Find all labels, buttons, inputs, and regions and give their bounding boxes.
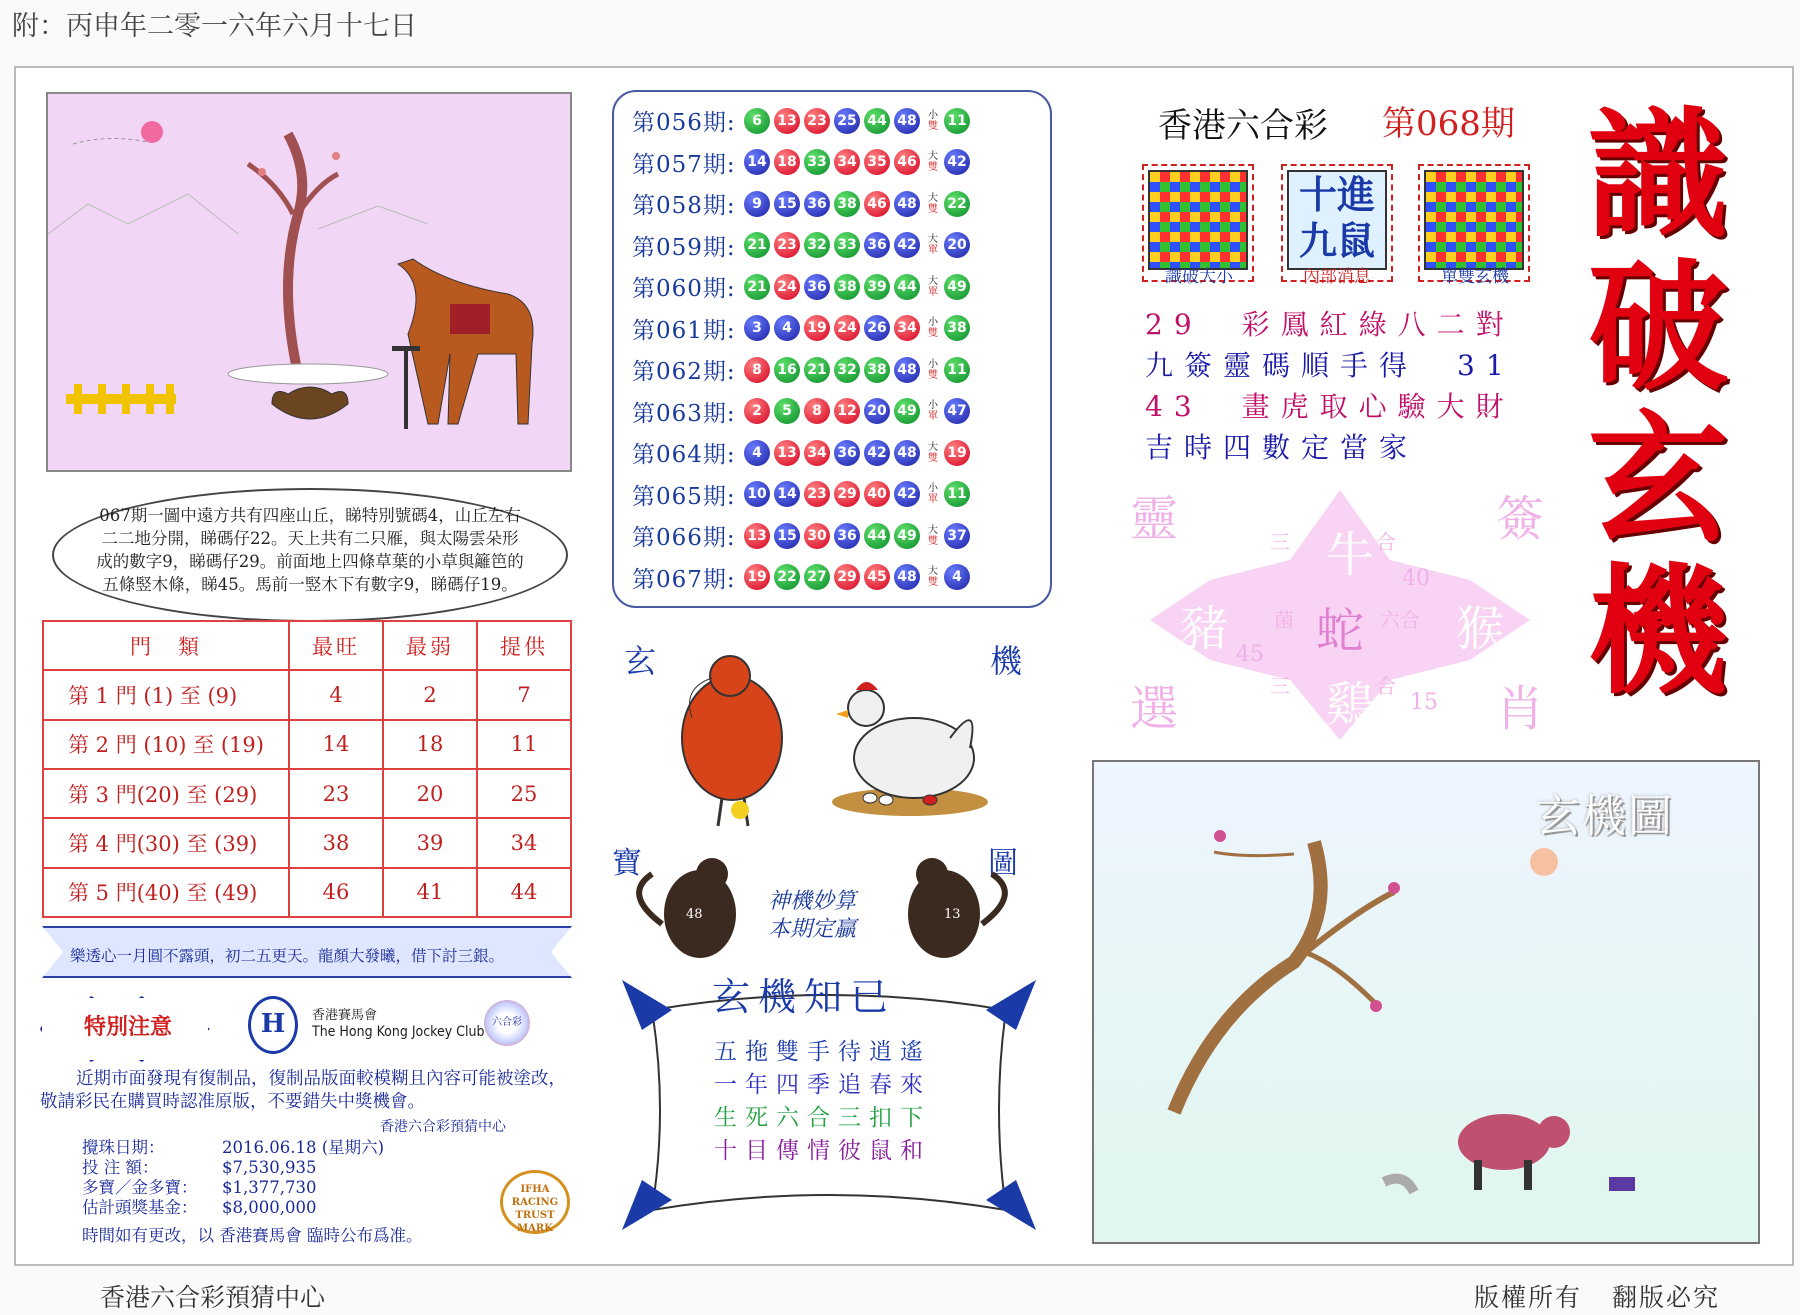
min-value: 41 <box>383 868 477 917</box>
size-parity-tag <box>924 276 942 298</box>
number-ball: 48 <box>894 191 920 217</box>
poem-line: 一年四季追春來 <box>714 1072 931 1098</box>
number-ball: 24 <box>834 315 860 341</box>
history-row <box>632 266 1050 308</box>
footer-right <box>1444 1278 1720 1314</box>
hkjc-logo-icon: H <box>248 996 298 1054</box>
door-range: 第 3 門(20) 至 (29) <box>43 769 289 818</box>
number-ball: 36 <box>804 191 830 217</box>
footer-text: 版權所有 <box>1473 1283 1582 1312</box>
diamond-note: 40 <box>1402 566 1430 591</box>
special-ball: 20 <box>944 232 970 258</box>
hkjc-name-en: The Hong Kong Jockey Club <box>312 1024 485 1040</box>
poem-line: 五拖雙手待逍遙 <box>714 1039 931 1065</box>
number-ball: 49 <box>894 398 920 424</box>
special-ball: 11 <box>944 357 970 383</box>
number-ball: 34 <box>834 149 860 175</box>
corner-char: 肖 <box>1496 681 1545 737</box>
number-ball: 8 <box>744 357 770 383</box>
history-row <box>632 432 1050 474</box>
parity-tag: 單 <box>928 494 938 506</box>
poem-line: 29 彩鳳紅綠八二對 <box>1145 308 1515 341</box>
poem-line: 生死六合三扣下 <box>714 1105 931 1131</box>
zodiac-center: 蛇 <box>1316 603 1365 659</box>
notice-footnote: 時間如有更改，以 香港賽馬會 臨時公布爲准。 <box>82 1226 423 1245</box>
number-ball: 29 <box>834 564 860 590</box>
parity-tag: 雙 <box>928 452 938 464</box>
max-value: 46 <box>289 868 383 917</box>
poem-line: 43 畫虎取心驗大財 <box>1145 390 1515 423</box>
inside-news-box <box>1287 170 1387 270</box>
number-ball: 8 <box>804 398 830 424</box>
size-tag: 大 <box>928 524 938 536</box>
zodiac-left: 豬 <box>1180 601 1229 657</box>
number-ball: 15 <box>774 523 800 549</box>
special-ball: 37 <box>944 523 970 549</box>
door-table <box>42 620 572 918</box>
history-issue-label: 第061期: <box>632 317 736 344</box>
parity-tag: 單 <box>928 286 938 298</box>
riddle-explanation: 067期一圖中遠方共有四座山丘，睇特別號碼4，山丘左右二二地分開，睇碼仔22。天上共有二只雁，與太陽雲朵形成的數字9，睇碼仔29。前面地上四條草葉的小草與籬笆的五條竪木條，睇45。馬前一竪木下有數字9，睇碼仔19。 <box>52 488 568 622</box>
history-issue-label: 第057期: <box>632 151 736 178</box>
number-ball: 44 <box>894 274 920 300</box>
caption-line: 本期定贏 <box>768 917 857 942</box>
history-row <box>632 308 1050 350</box>
poem-line: 吉時四數定當家 <box>1145 431 1419 464</box>
diamond-note: 三 <box>1270 674 1290 698</box>
number-ball: 24 <box>774 274 800 300</box>
col-give: 提供 <box>477 621 571 670</box>
mosaic-label: 單雙玄機 <box>1441 267 1509 287</box>
parity-tag: 雙 <box>928 535 938 547</box>
number-ball: 48 <box>894 440 920 466</box>
big-title: 識破玄機 <box>1588 94 1729 714</box>
banner-text: 樂透心一月圓不露頭，初二五更天。龍顏大發曦，借下討三銀。 <box>70 947 505 965</box>
table-row <box>43 670 571 719</box>
number-ball: 13 <box>744 523 770 549</box>
diamond-note: 合 <box>1376 530 1396 554</box>
history-issue-label: 第066期: <box>632 525 736 552</box>
diamond-note: 15 <box>1410 690 1438 715</box>
max-value: 14 <box>289 720 383 769</box>
notice-title: 特別注意 <box>84 1014 173 1040</box>
special-ball: 49 <box>944 274 970 300</box>
zodiac-bottom: 鷄 <box>1326 677 1375 733</box>
number-ball: 34 <box>804 440 830 466</box>
number-ball: 48 <box>894 108 920 134</box>
number-ball: 48 <box>894 357 920 383</box>
size-parity-tag <box>924 110 942 132</box>
corner-char: 簽 <box>1496 491 1545 547</box>
min-value: 18 <box>383 720 477 769</box>
number-ball: 29 <box>834 481 860 507</box>
max-value: 4 <box>289 670 383 719</box>
number-ball: 42 <box>894 481 920 507</box>
max-value: 38 <box>289 818 383 867</box>
history-row <box>632 474 1050 516</box>
poem-line: 十目傳情彼鼠和 <box>714 1138 931 1164</box>
number-ball: 35 <box>864 149 890 175</box>
hen-illustration <box>830 668 990 818</box>
size-tag: 大 <box>928 275 938 287</box>
number-ball: 40 <box>864 481 890 507</box>
number-ball: 20 <box>864 398 890 424</box>
number-ball: 36 <box>834 523 860 549</box>
min-value: 39 <box>383 818 477 867</box>
special-ball: 4 <box>944 564 970 590</box>
number-ball: 38 <box>864 357 890 383</box>
history-row <box>632 557 1050 599</box>
draw-value: 2016.06.18 (星期六) <box>222 1138 385 1157</box>
col-max: 最旺 <box>289 621 383 670</box>
diamond-note: 六合 <box>1380 608 1420 632</box>
min-value: 20 <box>383 769 477 818</box>
give-value: 7 <box>477 670 571 719</box>
riddle-illustration <box>48 94 570 470</box>
number-ball: 21 <box>804 357 830 383</box>
history-row <box>632 391 1050 433</box>
parity-tag: 單 <box>928 245 938 257</box>
history-issue-label: 第063期: <box>632 400 736 427</box>
corner-char: 圖 <box>988 846 1018 881</box>
history-issue-label: 第059期: <box>632 234 736 261</box>
draw-value: $8,000,000 <box>222 1198 317 1217</box>
number-ball: 32 <box>834 357 860 383</box>
inside-news-line: 九鼠 <box>1298 218 1375 263</box>
number-ball: 36 <box>864 232 890 258</box>
inside-news-line: 十進 <box>1298 172 1375 217</box>
special-ball: 11 <box>944 481 970 507</box>
draw-value: $1,377,730 <box>222 1178 317 1197</box>
number-ball: 22 <box>774 564 800 590</box>
caption-line: 神機妙算 <box>768 889 857 914</box>
number-ball: 42 <box>864 440 890 466</box>
history-row <box>632 515 1050 557</box>
history-issue-label: 第060期: <box>632 276 736 303</box>
size-parity-tag <box>924 400 942 422</box>
table-row <box>43 720 571 769</box>
hkjc-name-cn: 香港賽馬會 <box>312 1008 378 1023</box>
mosaic-label: 內部消息 <box>1303 267 1371 287</box>
size-tag: 大 <box>928 566 938 578</box>
parity-tag: 雙 <box>928 162 938 174</box>
corner-char: 寶 <box>612 846 642 881</box>
history-row <box>632 183 1050 225</box>
footer-text: 翻版必究 <box>1611 1283 1720 1312</box>
number-ball: 27 <box>804 564 830 590</box>
diamond-note: 三 <box>1270 530 1290 554</box>
number-ball: 45 <box>864 564 890 590</box>
special-ball: 42 <box>944 149 970 175</box>
mosaic-oddeven-icon <box>1424 170 1524 270</box>
door-range: 第 5 門(40) 至 (49) <box>43 868 289 917</box>
number-ball: 33 <box>834 232 860 258</box>
size-parity-tag <box>924 234 942 256</box>
mosaic-label: 識破大小 <box>1165 267 1233 287</box>
number-ball: 6 <box>744 108 770 134</box>
number-ball: 12 <box>834 398 860 424</box>
special-ball: 38 <box>944 315 970 341</box>
number-ball: 49 <box>894 523 920 549</box>
history-issue-label: 第056期: <box>632 110 736 137</box>
number-ball: 19 <box>804 315 830 341</box>
give-value: 11 <box>477 720 571 769</box>
number-ball: 21 <box>744 232 770 258</box>
history-issue-label: 第064期: <box>632 442 736 469</box>
history-issue-label: 第067期: <box>632 566 736 593</box>
number-ball: 13 <box>774 108 800 134</box>
diamond-note: 菌 <box>1274 608 1294 632</box>
diamond-note: 合 <box>1376 674 1396 698</box>
number-ball: 38 <box>834 274 860 300</box>
draw-info-row <box>82 1138 384 1158</box>
number-ball: 16 <box>774 357 800 383</box>
history-row <box>632 225 1050 267</box>
number-ball: 46 <box>864 191 890 217</box>
corner-char: 選 <box>1130 681 1179 737</box>
door-table-header <box>43 621 571 670</box>
history-issue-label: 第058期: <box>632 193 736 220</box>
diamond-note: 45 <box>1236 642 1264 667</box>
zodiac-diamond <box>1130 490 1545 740</box>
number-ball: 14 <box>774 481 800 507</box>
rooster-illustration <box>672 648 792 828</box>
door-range: 第 4 門(30) 至 (39) <box>43 818 289 867</box>
history-row <box>632 142 1050 184</box>
mark-six-logo-icon: 六合彩 <box>484 1000 530 1046</box>
xuanji-picture-title: 玄機圖 <box>1536 791 1674 842</box>
size-parity-tag <box>924 193 942 215</box>
corner-char: 機 <box>990 642 1023 680</box>
size-parity-tag <box>924 442 942 464</box>
history-issue-label: 第065期: <box>632 483 736 510</box>
parity-tag: 雙 <box>928 369 938 381</box>
table-row <box>43 818 571 867</box>
size-tag: 大 <box>928 441 938 453</box>
size-tag: 小 <box>928 317 938 329</box>
number-ball: 48 <box>894 564 920 590</box>
number-ball: 18 <box>774 149 800 175</box>
number-ball: 23 <box>804 481 830 507</box>
max-value: 23 <box>289 769 383 818</box>
give-value: 25 <box>477 769 571 818</box>
draw-key: 攪珠日期： <box>82 1138 165 1157</box>
zodiac-right: 猴 <box>1456 601 1505 657</box>
parity-tag: 單 <box>928 411 938 423</box>
draw-info-row <box>82 1198 384 1218</box>
zodiac-top: 牛 <box>1326 527 1375 583</box>
corner-char: 玄 <box>624 642 657 680</box>
door-range: 第 1 門 (1) 至 (9) <box>43 670 289 719</box>
ifha-trust-mark-icon: IFHA RACING TRUST MARK <box>500 1170 570 1234</box>
draw-info-row <box>82 1178 384 1198</box>
date-header: 附：丙申年二零一六年六月十七日 <box>12 11 417 42</box>
number-ball: 10 <box>744 481 770 507</box>
number-ball: 38 <box>834 191 860 217</box>
special-ball: 11 <box>944 108 970 134</box>
draw-info <box>82 1138 384 1218</box>
number-ball: 13 <box>774 440 800 466</box>
min-value: 2 <box>383 670 477 719</box>
size-parity-tag <box>924 525 942 547</box>
size-tag: 大 <box>928 151 938 163</box>
number-ball: 26 <box>864 315 890 341</box>
lottery-title: 香港六合彩 <box>1158 106 1328 146</box>
give-value: 44 <box>477 868 571 917</box>
draw-key: 估計頭獎基金： <box>82 1198 198 1217</box>
right-poem <box>1145 304 1515 468</box>
history-results <box>612 90 1052 608</box>
special-ball: 19 <box>944 440 970 466</box>
parity-tag: 雙 <box>928 328 938 340</box>
size-parity-tag <box>924 483 942 505</box>
size-tag: 小 <box>928 109 938 121</box>
door-range: 第 2 門 (10) 至 (19) <box>43 720 289 769</box>
col-min: 最弱 <box>383 621 477 670</box>
size-parity-tag <box>924 359 942 381</box>
size-tag: 大 <box>928 234 938 246</box>
table-row <box>43 769 571 818</box>
number-ball: 25 <box>834 108 860 134</box>
size-tag: 小 <box>928 483 938 495</box>
size-tag: 大 <box>928 192 938 204</box>
number-ball: 3 <box>744 315 770 341</box>
number-ball: 30 <box>804 523 830 549</box>
history-issue-label: 第062期: <box>632 359 736 386</box>
draw-key: 多寶／金多寶： <box>82 1178 198 1197</box>
number-ball: 4 <box>744 440 770 466</box>
parity-tag: 雙 <box>928 203 938 215</box>
number-ball: 33 <box>804 149 830 175</box>
poem-line: 九簽靈碼順手得 31 <box>1145 349 1515 382</box>
number-ball: 2 <box>744 398 770 424</box>
give-value: 34 <box>477 818 571 867</box>
draw-value: $7,530,935 <box>222 1158 317 1177</box>
number-ball: 44 <box>864 108 890 134</box>
number-ball: 23 <box>774 232 800 258</box>
riddle-picture <box>46 92 572 472</box>
number-ball: 5 <box>774 398 800 424</box>
number-ball: 44 <box>864 523 890 549</box>
number-ball: 32 <box>804 232 830 258</box>
monkey-left-number: 48 <box>686 907 703 922</box>
number-ball: 9 <box>744 191 770 217</box>
issue-number: 第068期 <box>1382 104 1515 144</box>
number-ball: 23 <box>804 108 830 134</box>
notice-signature: 香港六合彩預猜中心 <box>380 1119 506 1135</box>
history-row <box>632 349 1050 391</box>
parity-tag: 雙 <box>928 577 938 589</box>
col-door: 門 類 <box>43 621 289 670</box>
draw-info-row <box>82 1158 384 1178</box>
size-parity-tag <box>924 566 942 588</box>
mosaic-size-icon <box>1148 170 1248 270</box>
number-ball: 46 <box>894 149 920 175</box>
special-ball: 47 <box>944 398 970 424</box>
size-parity-tag <box>924 317 942 339</box>
number-ball: 15 <box>774 191 800 217</box>
corner-char: 靈 <box>1130 491 1179 547</box>
size-tag: 小 <box>928 400 938 412</box>
number-ball: 39 <box>864 274 890 300</box>
number-ball: 4 <box>774 315 800 341</box>
special-ball: 22 <box>944 191 970 217</box>
size-parity-tag <box>924 151 942 173</box>
draw-key: 投 注 額： <box>82 1158 159 1177</box>
monkey-caption <box>768 888 856 944</box>
number-ball: 42 <box>894 232 920 258</box>
scroll-poem <box>714 1036 931 1168</box>
number-ball: 36 <box>834 440 860 466</box>
history-row <box>632 100 1050 142</box>
number-ball: 36 <box>804 274 830 300</box>
scroll-title: 玄機知已 <box>712 975 897 1019</box>
notice-body: 近期市面發現有復制品，復制品版面較模糊且內容可能被塗改，敬請彩民在購買時認准原版，不要錯失中獎機會。 <box>40 1069 566 1112</box>
number-ball: 19 <box>744 564 770 590</box>
monkey-right-number: 13 <box>944 907 961 922</box>
table-row <box>43 868 571 917</box>
parity-tag: 雙 <box>928 120 938 132</box>
number-ball: 21 <box>744 274 770 300</box>
footer-left: 香港六合彩預猜中心 <box>100 1283 326 1312</box>
size-tag: 小 <box>928 358 938 370</box>
number-ball: 34 <box>894 315 920 341</box>
number-ball: 14 <box>744 149 770 175</box>
